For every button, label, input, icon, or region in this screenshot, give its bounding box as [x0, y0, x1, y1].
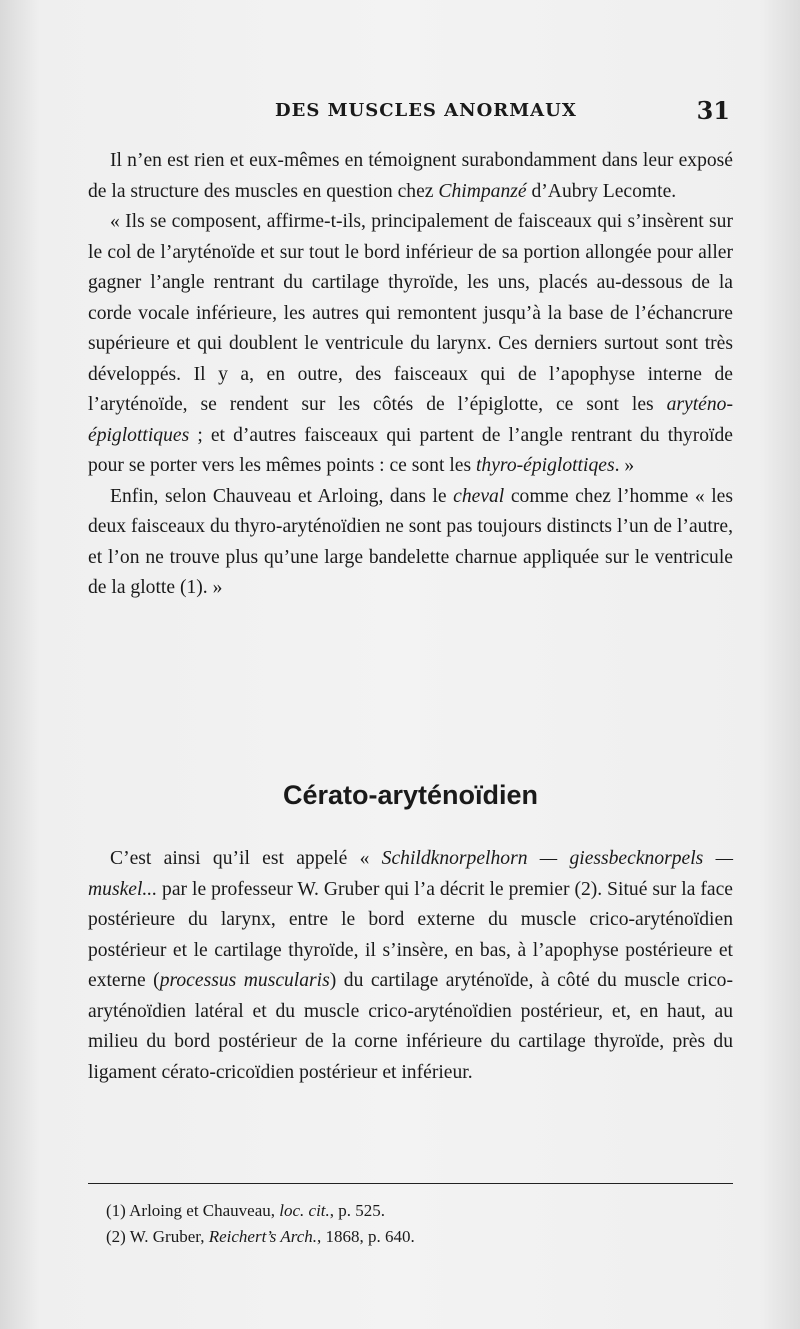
footnote-divider: [88, 1183, 733, 1184]
italic-run: aryténo-épiglottiques: [88, 394, 733, 446]
text-run: ) du cartilage aryténoïde, à côté du muscle crico-aryténoïdien latéral et du muscle crico-aryténoïdien postérieur, et, en haut, au milieu du bord postérieur de la corne inférieure du cartilage thyroïde, près du ligament cérato-cricoïdien postérieur et inférieur.: [88, 970, 733, 1083]
text-run: Il n’en est rien et eux-mêmes en témoignent surabondamment dans leur exposé de la structure des muscles en question chez: [88, 150, 733, 202]
text-run: par le professeur W. Gruber qui l’a décrit le premier (2). Situé sur la face postérieure du larynx, entre le bord externe du muscle crico-aryténoïdien postérieur et le cartilage thyroïde, il s’insère, en bas, à l’apophyse postérieure et externe (: [88, 878, 733, 991]
text-run: comme chez l’homme « les deux faisceaux du thyro-aryténoïdien ne sont pas toujours distincts l’un de l’autre, et l’on ne trouve plus qu’une large bandelette charnue appliquée sur le ventricule de la glotte (1). »: [88, 485, 733, 598]
italic-run: Chimpanzé: [438, 180, 527, 202]
paragraph: [88, 207, 733, 482]
italic-run: thyro-épiglottiqes: [475, 455, 615, 476]
page-header: [90, 96, 730, 128]
text-run: ; et d’autres faisceaux qui partent de l’angle rentrant du thyroïde pour se porter vers les mêmes points : ce sont les: [88, 424, 733, 476]
text-run: , p. 525.: [329, 1201, 386, 1220]
footnotes: [106, 1198, 726, 1250]
italic-run: loc. cit.: [279, 1201, 330, 1220]
section-body-text: [88, 844, 733, 1088]
italic-run: Schildknorpelhorn — giessbecknorpels — muskel...: [88, 848, 733, 900]
paragraph: [88, 482, 733, 604]
text-run: (2) W. Gruber,: [106, 1227, 209, 1246]
text-run: . »: [614, 455, 635, 476]
text-run: , 1868, p. 640.: [317, 1227, 415, 1246]
text-run: « Ils se composent, affirme-t-ils, principalement de faisceaux qui s’insèrent sur le col de l’aryténoïde et sur tout le bord inférieur de sa portion allongée pour aller gagner l’angle rentrant du cartilage thyroïde, les uns, placés au-dessous de la corde vocale inférieure, les autres qui remontent jusqu’à la base de l’échancrure supérieure et qui doublent le ventricule du larynx. Ces derniers surtout sont très développés. Il y a, en outre, des faisceaux qui de l’apophyse interne de l’aryténoïde, se rendent sur les côtés de l’épiglotte, ce sont les: [88, 211, 733, 415]
text-run: d’Aubry Lecomte.: [526, 180, 677, 202]
italic-run: Reichert’s Arch.: [208, 1227, 317, 1246]
body-text: [88, 146, 733, 604]
page-number: 31: [696, 96, 730, 125]
text-run: (1) Arloing et Chauveau,: [106, 1201, 280, 1220]
text-run: C’est ainsi qu’il est appelé «: [110, 848, 382, 869]
section-heading: Cérato-aryténoïdien: [282, 780, 539, 810]
running-title: DES MUSCLES ANORMAUX: [275, 100, 577, 121]
italic-run: cheval: [453, 485, 505, 507]
footnote: [106, 1198, 726, 1224]
paragraph: [88, 844, 733, 1088]
paragraph: [88, 146, 733, 207]
footnote: [106, 1224, 726, 1250]
text-run: Enfin, selon Chauveau et Arloing, dans le: [110, 485, 454, 507]
italic-run: processus muscularis: [159, 970, 330, 991]
